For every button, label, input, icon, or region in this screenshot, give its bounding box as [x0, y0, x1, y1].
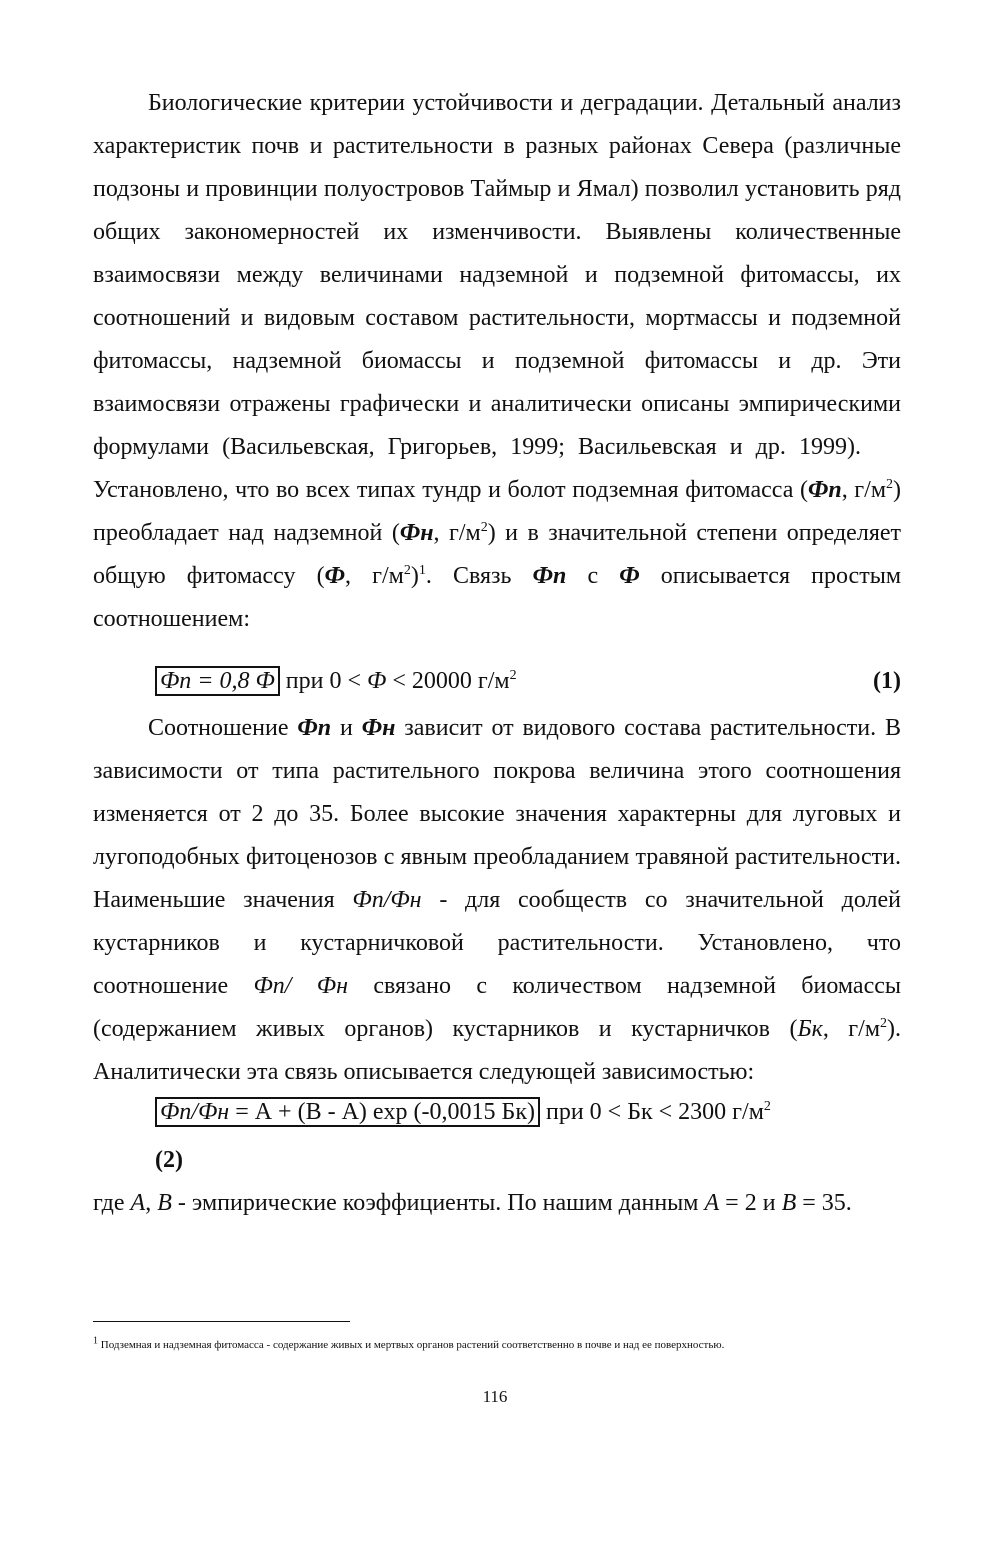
equation-2-boxed: Фп/Фн = А + (В - А) exp (-0,0015 Бк)	[155, 1097, 540, 1127]
footnote-text: Подземная и надземная фитомасса - содержание живых и мертвых органов растений соответственно в почве и над ее поверхностью.	[100, 1339, 725, 1351]
footnote-reference: 1	[418, 563, 426, 578]
page-number: 116	[482, 1387, 508, 1406]
equation-1-number: (1)	[873, 668, 901, 694]
paragraph-coefficients: где А, В - эмпирические коэффициенты. По нашим данным А = 2 и В = 35.	[93, 1190, 852, 1216]
paragraph-criteria: Биологические критерии устойчивости и деградации. Детальный анализ характеристик почв и растительности в разных районах Севера (различные подзоны и провинции полуостровов Таймыр и Ямал) позволил установить ряд общих закономерностей их изменчивости. Выявлены количественные взаимосвязи между величинами надземной и подземной фитомассы, их соотношений и видовым составом растительности, мортмассы и подземной фитомассы, надземной биомассы и подземной фитомассы и др. Эти взаимосвязи отражены графически и аналитически описаны эмпирическими формулами (Васильевская, Григорьев, 1999; Васильевская и др. 1999).Установлено, что во всех типах тундр и болот подземная фитомасса (Фп, $г/м^2$) преобладает над надземной (Фн, $г/м^2$) и в значительной степени определяет общую фитомассу (Ф, $г/м^2)^1$. Связь Фп с Ф описывается простым соотношением:	[93, 90, 902, 632]
footnote-mark: 1	[93, 1335, 98, 1347]
section-heading: Биологические критерии устойчивости и деградации.	[148, 90, 704, 116]
footnote-separator	[93, 1321, 350, 1322]
equation-2-number: (2)	[155, 1147, 183, 1173]
equation-2: Фп/Фн = А + (В - А) exp (-0,0015 Бк) при 0 < Бк < 2300 $г/м^2$	[155, 1092, 901, 1132]
equation-1-boxed: Фп = 0,8 Ф	[155, 666, 280, 696]
paragraph-ratio: Соотношение Фп и Фн зависит от видового состава растительности. В зависимости от типа растительного покрова величина этого соотношения изменяется от 2 до 35. Более высокие значения характерны для луговых и лугоподобных фитоценозов с явным преобладанием травяной растительности. Наименьшие значения Фп/Фн - для сообществ со значительной долей кустарников и кустарничковой растительности. Установлено, что соотношение Фп/ Фн связано с количеством надземной биомассы (содержанием живых органов) кустарников и кустарничков (Бк, $г/м^2$). Аналитически эта связь описывается следующей зависимостью:	[93, 715, 902, 1085]
footnote	[93, 1336, 901, 1354]
equation-1: Фп = 0,8 Ф при 0 < Ф < 20000 $г/м^2$ (1)	[155, 661, 901, 701]
